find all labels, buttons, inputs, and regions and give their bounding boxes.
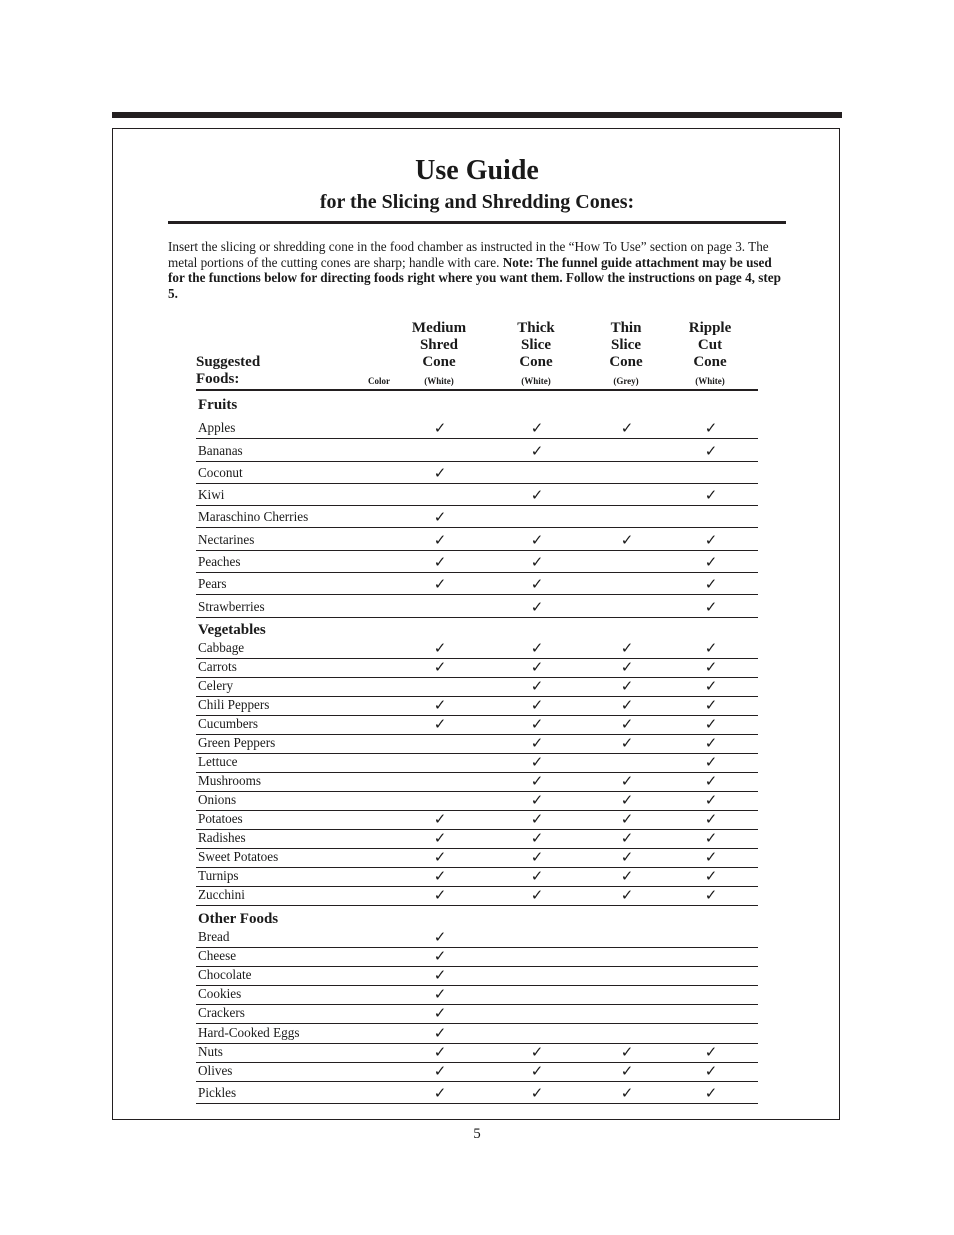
check-icon: ✓	[530, 441, 544, 460]
check-icon: ✓	[620, 658, 634, 676]
check-icon: ✓	[433, 658, 447, 676]
food-name: Apples	[198, 420, 236, 436]
check-icon: ✓	[433, 829, 447, 847]
check-icon: ✓	[704, 715, 718, 733]
section-title: Fruits	[198, 397, 238, 413]
table-row	[196, 417, 758, 439]
page-number: 5	[473, 1126, 481, 1142]
food-name: Pears	[198, 576, 227, 592]
check-icon: ✓	[433, 1023, 447, 1042]
check-icon: ✓	[433, 530, 447, 549]
check-icon: ✓	[530, 1042, 544, 1061]
check-icon: ✓	[704, 530, 718, 549]
food-name: Green Peppers	[198, 735, 276, 750]
column-header-medium-shred	[394, 320, 484, 371]
check-icon: ✓	[620, 848, 634, 866]
table-row	[196, 754, 758, 773]
food-name: Chocolate	[198, 967, 252, 983]
check-icon: ✓	[433, 867, 447, 885]
check-icon: ✓	[704, 1061, 718, 1080]
page-subtitle: for the Slicing and Shredding Cones:	[319, 191, 635, 213]
check-icon: ✓	[620, 1042, 634, 1061]
table-row	[196, 1082, 758, 1104]
food-name: Turnips	[198, 868, 239, 883]
food-name: Cucumbers	[198, 716, 259, 731]
column-header-line: Slice	[611, 337, 641, 353]
check-icon: ✓	[704, 677, 718, 695]
table-row	[196, 948, 758, 967]
table-row	[196, 551, 758, 573]
column-color-ripple-cut: (White)	[695, 376, 725, 386]
column-color-thin-slice: (Grey)	[613, 376, 639, 386]
column-header-ripple-cut	[665, 320, 755, 371]
table-row	[196, 1044, 758, 1063]
table-row	[196, 887, 758, 906]
check-icon: ✓	[530, 575, 544, 594]
food-name: Crackers	[198, 1005, 245, 1021]
table-row	[196, 830, 758, 849]
table-row	[196, 792, 758, 811]
check-icon: ✓	[704, 753, 718, 771]
table-header-rule	[196, 389, 758, 391]
table-row	[196, 967, 758, 986]
check-icon: ✓	[620, 886, 634, 904]
check-icon: ✓	[620, 791, 634, 809]
check-icon: ✓	[704, 639, 718, 657]
column-header-line: Shred	[419, 337, 459, 353]
table-row	[196, 849, 758, 868]
check-icon: ✓	[704, 867, 718, 885]
column-header-line: Slice	[521, 337, 551, 353]
check-icon: ✓	[530, 1083, 544, 1102]
table-row	[196, 659, 758, 678]
check-icon: ✓	[704, 810, 718, 828]
check-icon: ✓	[433, 848, 447, 866]
food-name: Nectarines	[198, 531, 255, 547]
column-header-thin-slice	[581, 320, 671, 371]
check-icon: ✓	[433, 575, 447, 594]
table-row	[196, 716, 758, 735]
check-icon: ✓	[530, 677, 544, 695]
check-icon: ✓	[530, 639, 544, 657]
check-icon: ✓	[620, 1061, 634, 1080]
check-icon: ✓	[704, 486, 718, 505]
column-header-line: Cone	[422, 354, 456, 370]
check-icon: ✓	[530, 886, 544, 904]
check-icon: ✓	[433, 947, 447, 966]
food-name: Nuts	[198, 1043, 223, 1059]
check-icon: ✓	[530, 829, 544, 847]
check-icon: ✓	[704, 597, 718, 616]
check-icon: ✓	[704, 734, 718, 752]
food-name: Maraschino Cherries	[198, 509, 309, 525]
section-title: Vegetables	[198, 622, 266, 638]
check-icon: ✓	[704, 848, 718, 866]
table-row	[196, 595, 758, 617]
title-rule	[168, 221, 786, 224]
food-name: Pickles	[198, 1084, 237, 1100]
check-icon: ✓	[530, 553, 544, 572]
check-icon: ✓	[620, 715, 634, 733]
table-row	[196, 1063, 758, 1082]
table-row	[196, 484, 758, 506]
column-header-line: Cone	[693, 354, 727, 370]
table-row	[196, 986, 758, 1005]
food-name: Zucchini	[198, 887, 245, 902]
check-icon: ✓	[704, 1083, 718, 1102]
table-row	[196, 868, 758, 887]
food-name: Cookies	[198, 986, 242, 1002]
food-name: Chili Peppers	[198, 697, 270, 712]
food-name: Celery	[198, 678, 234, 693]
check-icon: ✓	[704, 658, 718, 676]
table-row	[196, 573, 758, 595]
column-color-thick-slice: (White)	[521, 376, 551, 386]
check-icon: ✓	[433, 810, 447, 828]
check-icon: ✓	[704, 886, 718, 904]
food-name: Radishes	[198, 830, 246, 845]
food-name: Coconut	[198, 464, 243, 480]
food-name: Mushrooms	[198, 773, 262, 788]
table-row	[196, 697, 758, 716]
check-icon: ✓	[433, 966, 447, 985]
check-icon: ✓	[620, 1083, 634, 1102]
check-icon: ✓	[530, 696, 544, 714]
intro-text: Insert the slicing or shredding cone in the food chamber as instructed in the “How To Use” section on page 3. The metal portions of the cutting cones are sharp; handle with care.	[168, 239, 769, 270]
foods-label: Foods:	[196, 371, 240, 387]
check-icon: ✓	[433, 886, 447, 904]
check-icon: ✓	[530, 753, 544, 771]
check-icon: ✓	[704, 791, 718, 809]
table-row	[196, 773, 758, 792]
check-icon: ✓	[433, 463, 447, 482]
table-row	[196, 640, 758, 659]
check-icon: ✓	[433, 696, 447, 714]
check-icon: ✓	[620, 829, 634, 847]
check-icon: ✓	[530, 658, 544, 676]
check-icon: ✓	[620, 530, 634, 549]
food-name: Carrots	[198, 659, 237, 674]
food-name: Lettuce	[198, 754, 238, 769]
check-icon: ✓	[620, 734, 634, 752]
check-icon: ✓	[433, 419, 447, 438]
table-row	[196, 506, 758, 528]
check-icon: ✓	[530, 772, 544, 790]
check-icon: ✓	[620, 867, 634, 885]
food-name: Olives	[198, 1062, 233, 1078]
table-row	[196, 929, 758, 948]
check-icon: ✓	[433, 1004, 447, 1023]
check-icon: ✓	[433, 1083, 447, 1102]
food-name: Hard-Cooked Eggs	[198, 1024, 300, 1040]
column-header-line: Thin	[610, 320, 642, 336]
check-icon: ✓	[530, 486, 544, 505]
table-row	[196, 1005, 758, 1024]
check-icon: ✓	[433, 508, 447, 527]
check-icon: ✓	[620, 810, 634, 828]
top-rule	[112, 112, 842, 118]
column-color-medium-shred: (White)	[424, 376, 454, 386]
table-row	[196, 529, 758, 551]
check-icon: ✓	[530, 867, 544, 885]
table-row	[196, 462, 758, 484]
check-icon: ✓	[620, 639, 634, 657]
check-icon: ✓	[620, 696, 634, 714]
color-label: Color	[368, 376, 390, 386]
intro-paragraph	[168, 239, 786, 301]
food-name: Bananas	[198, 442, 243, 458]
suggested-label: Suggested	[196, 354, 261, 370]
check-icon: ✓	[704, 696, 718, 714]
table-row	[196, 678, 758, 697]
column-header-line: Medium	[411, 320, 467, 336]
check-icon: ✓	[704, 1042, 718, 1061]
food-name: Bread	[198, 929, 230, 945]
column-header-line: Cone	[609, 354, 643, 370]
food-name: Onions	[198, 792, 237, 807]
food-name: Cheese	[198, 948, 237, 964]
check-icon: ✓	[530, 734, 544, 752]
check-icon: ✓	[620, 419, 634, 438]
table-row	[196, 735, 758, 754]
check-icon: ✓	[530, 715, 544, 733]
column-header-thick-slice	[491, 320, 581, 371]
check-icon: ✓	[530, 791, 544, 809]
food-name: Sweet Potatoes	[198, 849, 279, 864]
check-icon: ✓	[433, 553, 447, 572]
check-icon: ✓	[704, 419, 718, 438]
check-icon: ✓	[433, 928, 447, 947]
check-icon: ✓	[530, 597, 544, 616]
food-name: Strawberries	[198, 598, 265, 614]
check-icon: ✓	[704, 772, 718, 790]
check-icon: ✓	[433, 715, 447, 733]
check-icon: ✓	[530, 530, 544, 549]
check-icon: ✓	[620, 677, 634, 695]
column-header-line: Cone	[519, 354, 553, 370]
check-icon: ✓	[530, 1061, 544, 1080]
check-icon: ✓	[433, 985, 447, 1004]
check-icon: ✓	[704, 575, 718, 594]
check-icon: ✓	[530, 848, 544, 866]
table-row	[196, 439, 758, 461]
check-icon: ✓	[530, 419, 544, 438]
check-icon: ✓	[530, 810, 544, 828]
table-row	[196, 1025, 758, 1044]
check-icon: ✓	[433, 1042, 447, 1061]
check-icon: ✓	[620, 772, 634, 790]
food-name: Kiwi	[198, 487, 225, 503]
check-icon: ✓	[704, 441, 718, 460]
food-name: Potatoes	[198, 811, 243, 826]
check-icon: ✓	[433, 639, 447, 657]
check-icon: ✓	[433, 1061, 447, 1080]
column-header-line: Ripple	[688, 320, 732, 336]
suggested-foods-header	[196, 354, 260, 388]
food-name: Cabbage	[198, 640, 245, 655]
intro-note: Note: The funnel guide attachment may be used for the functions below for directing foods right where you want them. Follow the instructions on page 4, step 5.	[168, 254, 781, 301]
column-header-line: Thick	[517, 320, 555, 336]
check-icon: ✓	[704, 829, 718, 847]
table-row	[196, 811, 758, 830]
check-icon: ✓	[704, 553, 718, 572]
page-title: Use Guide	[415, 155, 539, 186]
food-name: Peaches	[198, 554, 241, 570]
section-title: Other Foods	[198, 911, 279, 927]
column-header-line: Cut	[697, 337, 723, 353]
